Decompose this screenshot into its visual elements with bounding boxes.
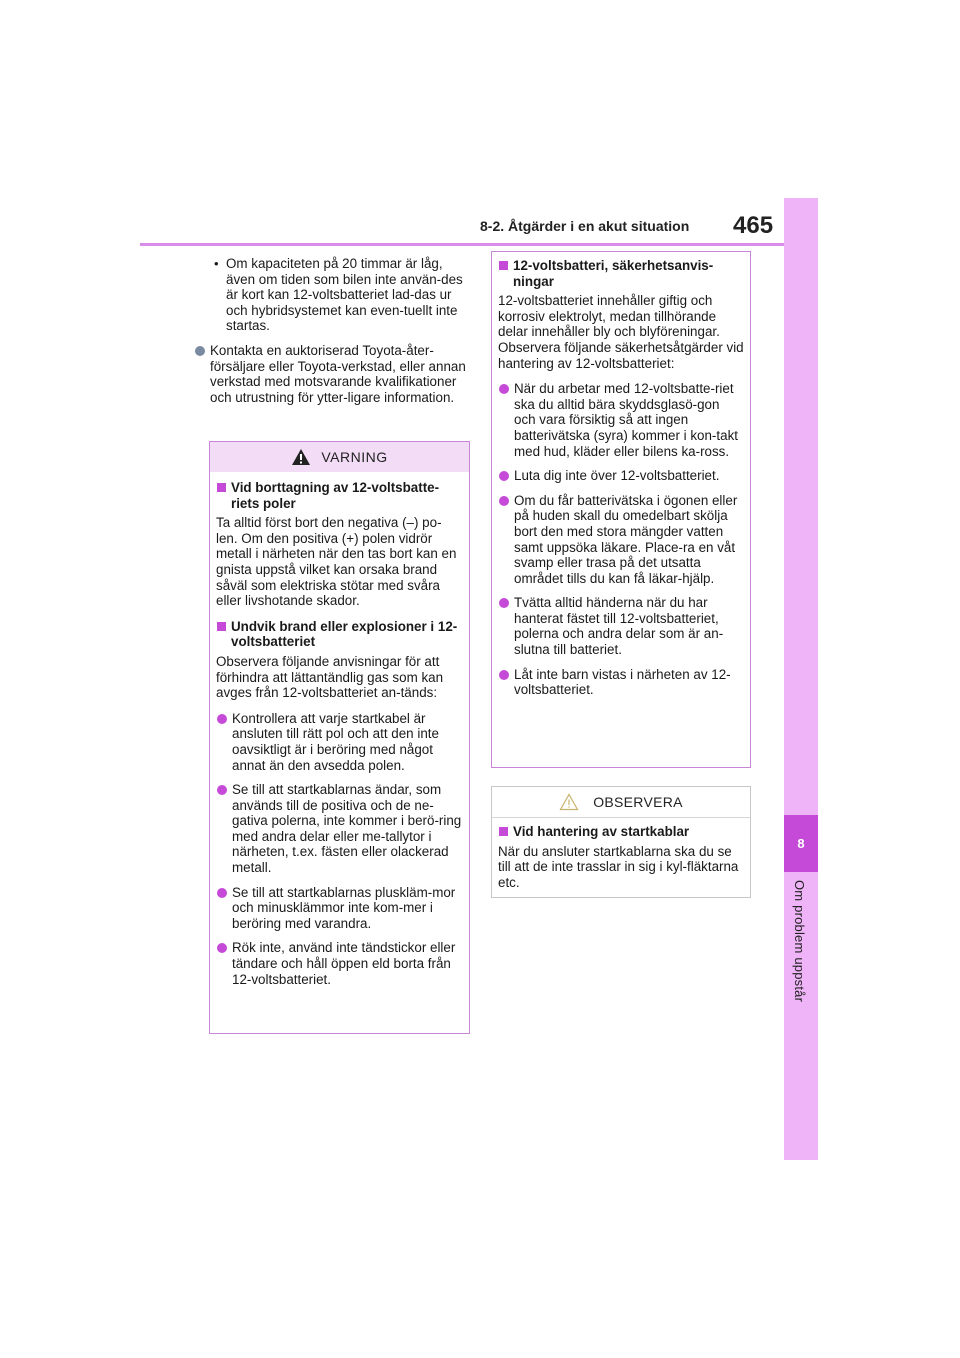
list-item-text: Om du får batterivätska i ögonen eller på huden skall du omedelbart skölja bort den med stora mängder vatten samt uppsöka läkare. Place-ra en våt svamp eller trasa på det utsatta området tills du kan få läkar-hjälp. <box>514 492 738 586</box>
chapter-label: Om problem uppstår <box>792 880 807 1003</box>
heading-text: Vid hantering av startkablar <box>513 824 690 839</box>
warning-header <box>210 442 469 472</box>
warning-heading <box>216 480 463 511</box>
chapter-number: 8 <box>784 815 818 872</box>
circle-bullet-icon <box>499 496 509 506</box>
circle-bullet-icon <box>499 471 509 481</box>
circle-bullet-icon <box>499 670 509 680</box>
list-item-text: Låt inte barn vistas i närheten av 12-voltsbatteriet. <box>514 666 731 698</box>
square-bullet-icon <box>217 622 226 631</box>
list-item-text: När du arbetar med 12-voltsbatte-riet ska du alltid bära skyddsglasö-gon och vara försiktig så att ingen batterivätska (syra) kommer i kon-takt med hud, kläder eller bilens ka-ross. <box>514 381 738 459</box>
list-item-text: Rök inte, använd inte tändstickor eller tändare och håll öppen eld borta från 12-voltsbatteriet. <box>232 940 456 987</box>
list-item <box>216 885 463 932</box>
list-item-text: Se till att startkablarnas pluskläm-mor och minusklämmor inte kom-mer i beröring med varandra. <box>232 884 456 931</box>
warning-box-continued <box>491 251 751 768</box>
left-column <box>210 256 468 414</box>
warning-box <box>209 441 470 1034</box>
list-item-text: Kontrollera att varje startkabel är ansluten till rätt pol och att den inte oavsiktligt är i beröring med något annat än den avsedda polen. <box>232 710 439 773</box>
heading-text: 12-voltsbatteri, säkerhetsanvis-ningar <box>513 258 714 289</box>
list-item <box>498 595 744 657</box>
list-item <box>498 493 744 587</box>
heading-text: Vid borttagning av 12-voltsbatte-riets poler <box>231 480 440 511</box>
square-bullet-icon <box>217 483 226 492</box>
list-item <box>216 782 463 876</box>
circle-bullet-icon <box>217 888 227 898</box>
list-item <box>498 667 744 698</box>
circle-bullet-icon <box>217 943 227 953</box>
circle-bullet-icon <box>217 785 227 795</box>
warning-triangle-icon <box>291 448 311 466</box>
notice-title: OBSERVERA <box>593 794 683 810</box>
list-item <box>498 468 744 484</box>
header-divider <box>140 243 785 246</box>
list-item <box>216 940 463 987</box>
list-item-text: Se till att startkablarnas ändar, som används till de positiva och de ne-gativa polerna, inte kommer i berö-ring med andra delar eller me-tallytor i närheten, t.ex. fästen eller olackerad metall. <box>232 782 462 876</box>
notice-triangle-icon <box>559 793 579 811</box>
list-item-text: Luta dig inte över 12-voltsbatteriet. <box>514 468 720 484</box>
notice-header <box>492 787 750 818</box>
warning-text: Ta alltid först bort den negativa (–) po-len. Om den positiva (+) polen vidrör metall i närheten när den tas bort kan en gnista uppstå vilket kan orsaka brand såväl som elektriska stötar med svåra eller livshotande skador. <box>216 515 457 609</box>
warning-heading <box>216 619 463 650</box>
list-item <box>210 256 468 334</box>
notice-box <box>491 786 751 898</box>
list-item <box>194 343 468 405</box>
circle-bullet-icon <box>217 714 227 724</box>
circle-bullet-icon <box>195 346 205 356</box>
square-bullet-icon <box>499 827 508 836</box>
bullet-icon: • <box>214 256 219 271</box>
page-number: 465 <box>733 212 774 239</box>
section-title: 8-2. Åtgärder i en akut situation <box>480 218 690 234</box>
list-item-text: Om kapaciteten på 20 timmar är låg, även om tiden som bilen inte använ-des är kort kan 12-voltsbatteriet lad-das ur och hybridsystemet kan even-tuellt inte startas. <box>226 256 463 334</box>
list-item <box>216 711 463 773</box>
list-item-text: Kontakta en auktoriserad Toyota-åter-försäljare eller Toyota-verkstad, eller annan verkstad med motsvarande kvalifikationer och utrustning för ytter-ligare information. <box>210 342 466 405</box>
circle-bullet-icon <box>499 384 509 394</box>
heading-text: Undvik brand eller explosioner i 12-voltsbatteriet <box>231 618 458 650</box>
notice-heading <box>498 824 744 840</box>
warning-heading <box>498 258 744 289</box>
list-item <box>498 381 744 459</box>
list-item-text: Tvätta alltid händerna när du har hanterat fästet till 12-voltsbatteriet, polerna och andra delar som är an-slutna till batteriet. <box>514 595 724 658</box>
warning-text: 12-voltsbatteriet innehåller giftig och korrosiv elektrolyt, medan tillhörande delar innehåller bly och blyföreningar. Observera följande säkerhetsåtgärder vid hantering av 12-voltsbatteriet: <box>498 293 744 371</box>
warning-title: VARNING <box>321 449 388 465</box>
warning-text: Observera följande anvisningar för att förhindra att lättantändlig gas som kan avges från 12-voltsbatteriet an-tänds: <box>216 653 444 701</box>
notice-text: När du ansluter startkablarna ska du se till att de inte trasslar in sig i kyl-fläktarna etc. <box>498 843 739 890</box>
chapter-side-tab <box>784 198 818 1160</box>
square-bullet-icon <box>499 261 508 270</box>
circle-bullet-icon <box>499 598 509 608</box>
